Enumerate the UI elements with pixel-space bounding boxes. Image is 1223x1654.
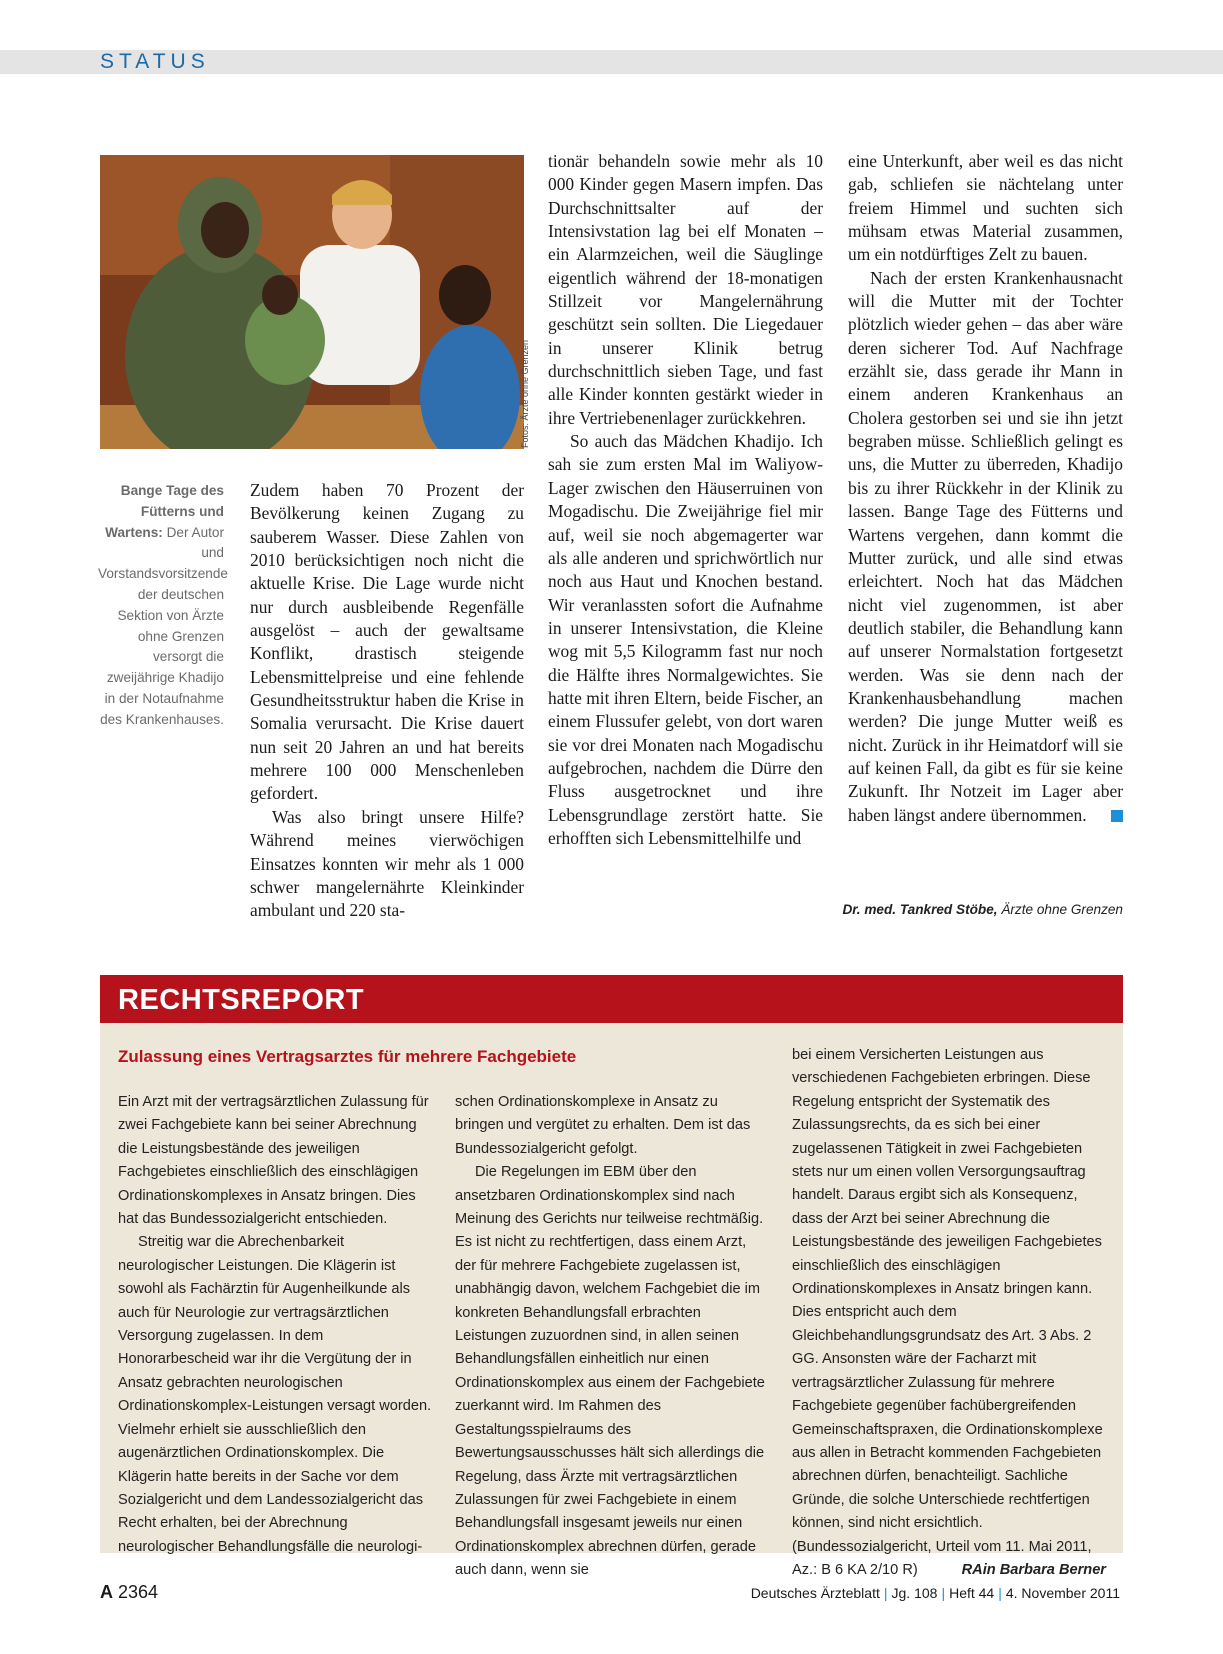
- article-column-2: [548, 150, 823, 850]
- rechtsreport-author: RAin Barbara Berner: [961, 1561, 1106, 1578]
- section-label: STATUS: [100, 50, 210, 73]
- end-mark-icon: [1111, 810, 1123, 822]
- rechtsreport-title: RECHTSREPORT: [118, 984, 365, 1016]
- article-author: [842, 902, 1123, 917]
- photo-credit: Fotos: Ärzte ohne Grenzen: [520, 339, 530, 448]
- page-number-value: 2364: [118, 1582, 159, 1602]
- journal-name: Deutsches Ärzteblatt: [750, 1585, 880, 1601]
- article-column-3: [848, 150, 1123, 827]
- rechtsreport-column-3: [792, 1044, 1106, 1582]
- caption-lead: Bange Tage des Fütterns und Wartens:: [105, 483, 224, 540]
- separator: |: [998, 1585, 1002, 1601]
- journal-date: 4. November 2011: [1005, 1585, 1120, 1601]
- paragraph: [848, 267, 1123, 827]
- paragraph: tionär behandeln sowie mehr als 10 000 Kinder gegen Masern impfen. Das Durchschnittsalter auf der Intensivstation lag bei elf Monaten – ein Alarmzeichen, weil die Säuglinge eigentlich während der 18-monatigen Stillzeit vor Mangelernährung geschützt sein sollten. Die Liegedauer in unserer Klinik betrug durchschnittlich sieben Tage, und fast alle Kinder konnten gestärkt wieder in ihre Vertriebenenlager zurückkehren.: [548, 151, 823, 428]
- paragraph-text: Nach der ersten Krankenhausnacht will die Mutter mit der Tochter plötzlich wieder gehen – das aber wäre deren sicherer Tod. Auf Nachfrage erzählt sie, dass gerade ihr Mann in einem anderen Krankenhaus an Cholera gestorben sei und sie ihn jetzt begraben müsse. Schließlich gelingt es uns, die Mutter zu überreden, Khadijo bis zu ihrer Rückkehr in der Klinik zu lassen. Bange Tage des Fütterns und Wartens vergehen, dann kommt die Mutter zurück, und alle sind etwas erleichtert. Noch hat das Mädchen nicht viel zugenommen, ist aber deutlich stabiler, die Behandlung kann auf unserer Normalstation fortgesetzt werden. Was sie denn nach der Krankenhausbehandlung machen werden? Die junge Mutter weiß es nicht. Zurück in ihr Heimatdorf will sie auf keinen Fall, da gibt es für sie keine Zukunft. Ihr Notzeit im Lager aber haben längst andere übernommen.: [848, 267, 1123, 825]
- page-number: [100, 1582, 158, 1603]
- paragraph: Die Regelungen im EBM über den ansetzbaren Ordinationskomplex sind nach Meinung des Gerichts nur teilweise rechtmäßig. Es ist nicht zu rechtfertigen, dass einem Arzt, der für mehrere Fachgebiete zugelassen ist, unabhängig davon, welchem Fachgebiet die im konkreten Behandlungsfall erbrachten Leistungen zuzuordnen sind, in allen seinen Behandlungsfällen einheitlich nur einen Ordinationskomplex aus einem der Fachgebiete zuerkannt wird. Im Rahmen des Gestaltungsspielraums des Bewertungsausschusses hält sich allerdings die Regelung, dass Ärzte mit vertragsärztlichen Zulassungen für zwei Fachgebiete in einem Behandlungsfall insgesamt jeweils nur einen Ordinationskomplex abrechnen dürfen, gerade auch dann, wenn sie: [455, 1164, 765, 1579]
- rechtsreport-column-1: [118, 1091, 432, 1559]
- author-org: Ärzte ohne Grenzen: [1001, 902, 1123, 917]
- paragraph: Ein Arzt mit der vertragsärztlichen Zulassung für zwei Fachgebiete kann bei seiner Abrechnung die Leistungsbestände des jeweiligen Fachgebietes einschließlich des einschlägigen Ordinationskomplexes in Ansatz bringen. Dies hat das Bundessozialgericht entschieden.: [118, 1094, 429, 1228]
- paragraph-text: bei einem Versicherten Leistungen aus verschiedenen Fachgebieten erbringen. Diese Regelung entspricht der Systematik des Zulassungsrechts, da es sich bei einer zugelassenen Tätigkeit in zwei Fachgebieten stets nur um einen vollen Versorgungsauftrag handelt. Daraus ergibt sich als Konsequenz, dass der Arzt bei seiner Abrechnung die Leistungsbestände des jeweiligen Fachgebietes einschließlich des einschlägigen Ordinationskomplexes in Ansatz bringen kann. Dies entspricht auch dem Gleichbehandlungsgrundsatz des Art. 3 Abs. 2 GG. Ansonsten wäre der Facharzt mit vertragsärztlicher Zulassung für mehrere Fachgebiete gegenüber fachübergreifenden Gemeinschaftspraxen, die Ordinationskomplexe aus allen in Betracht kommenden Fachgebieten abrechnen dürfen, benachteiligt. Sachliche Gründe, die solche Unterschiede rechtfertigen können, sind nicht ersichtlich. (Bundessozialgericht, Urteil vom 11. Mai 2011, Az.: B 6 KA 2/10 R): [792, 1047, 1103, 1578]
- page-prefix: A: [100, 1582, 113, 1602]
- paragraph: schen Ordinationskomplexe in Ansatz zu bringen und vergütet zu erhalten. Dem ist das Bundessozialgericht gefolgt.: [455, 1094, 751, 1157]
- paragraph: [792, 1044, 1106, 1582]
- paragraph: Streitig war die Abrechenbarkeit neurologischer Leistungen. Die Klägerin ist sowohl als Fachärztin für Augenheilkunde als auch für Neurologie zur vertragsärztlichen Versorgung zugelassen. In dem Honorarbescheid war ihr die Vergütung der in Ansatz gebrachten neurologischen Ordinationskomplex-Leistungen versagt worden. Vielmehr erhielt sie ausschließlich den augenärztlichen Ordinationskomplex. Die Klägerin hatte bereits in der Sache vor dem Sozialgericht und dem Landessozialgericht das Recht erhalten, bei der Abrechnung neurologischer Behandlungsfälle die neurologi-: [118, 1234, 432, 1555]
- separator: |: [941, 1585, 946, 1601]
- author-name: Dr. med. Tankred Stöbe,: [842, 902, 998, 917]
- article-column-1: [250, 479, 524, 923]
- caption-text: Der Autor und Vorstandsvorsitzende der deutschen Sektion von Ärzte ohne Grenzen versorgt die zweijährige Khadijo in der Notaufnahme des Krankenhauses.: [98, 524, 228, 727]
- paragraph: eine Unterkunft, aber weil es das nicht gab, schliefen sie nächtelang unter freiem Himmel und suchten sich mühsam etwas Material zusammen, um ein notdürftiges Zelt zu bauen.: [848, 151, 1123, 265]
- journal-issue: Heft 44: [949, 1585, 995, 1601]
- paragraph: Was also bringt unsere Hilfe? Während meines vierwöchigen Einsatzes konnten wir mehr als 1 000 schwer mangelernährte Kleinkinder ambulant und 220 sta-: [250, 806, 524, 921]
- rechtsreport-subtitle: Zulassung eines Vertragsarztes für mehrere Fachgebiete: [118, 1047, 577, 1066]
- separator: |: [883, 1585, 888, 1601]
- article-photo: [100, 155, 524, 449]
- rechtsreport-column-2: [455, 1091, 769, 1583]
- paragraph: Zudem haben 70 Prozent der Bevölkerung keinen Zugang zu sauberem Wasser. Diese Zahlen von 2010 berücksichtigen noch nicht die aktuelle Krise. Die Lage wurde nicht nur durch ausbleibende Regenfälle ausgelöst – auch der gewaltsame Konflikt, drastisch steigende Lebensmittelpreise und eine fehlende Gesundheitsstruktur haben die Krise in Somalia verursacht. Die Krise dauert nun seit 20 Jahren an und hat bereits mehrere 100 000 Menschenleben gefordert.: [250, 480, 524, 804]
- photo-illustration: [100, 155, 524, 449]
- photo-caption: [98, 481, 228, 731]
- journal-volume: Jg. 108: [891, 1585, 938, 1601]
- footer-journal-info: [751, 1585, 1120, 1601]
- paragraph: So auch das Mädchen Khadijo. Ich sah sie zum ersten Mal im Waliyow-Lager zwischen den Häuserruinen von Mogadischu. Die Zweijährige fiel mir auf, weil sie noch abgemagerter war als alle anderen und sprichwörtlich nur noch aus Haut und Knochen bestand. Wir veranlassten sofort die Aufnahme in unserer Intensivstation, die Kleine wog mit 5,5 Kilogramm fast nur noch die Hälfte ihres Normalgewichtes. Sie hatte mit ihren Eltern, beide Fischer, an einem Flussufer gelebt, von dort waren sie vor drei Monaten nach Mogadischu aufgebrochen, nachdem die Dürre den Fluss ausgetrocknet und ihre Lebensgrundlage zerstört hatte. Sie erhofften sich Lebensmittelhilfe und: [548, 431, 823, 848]
